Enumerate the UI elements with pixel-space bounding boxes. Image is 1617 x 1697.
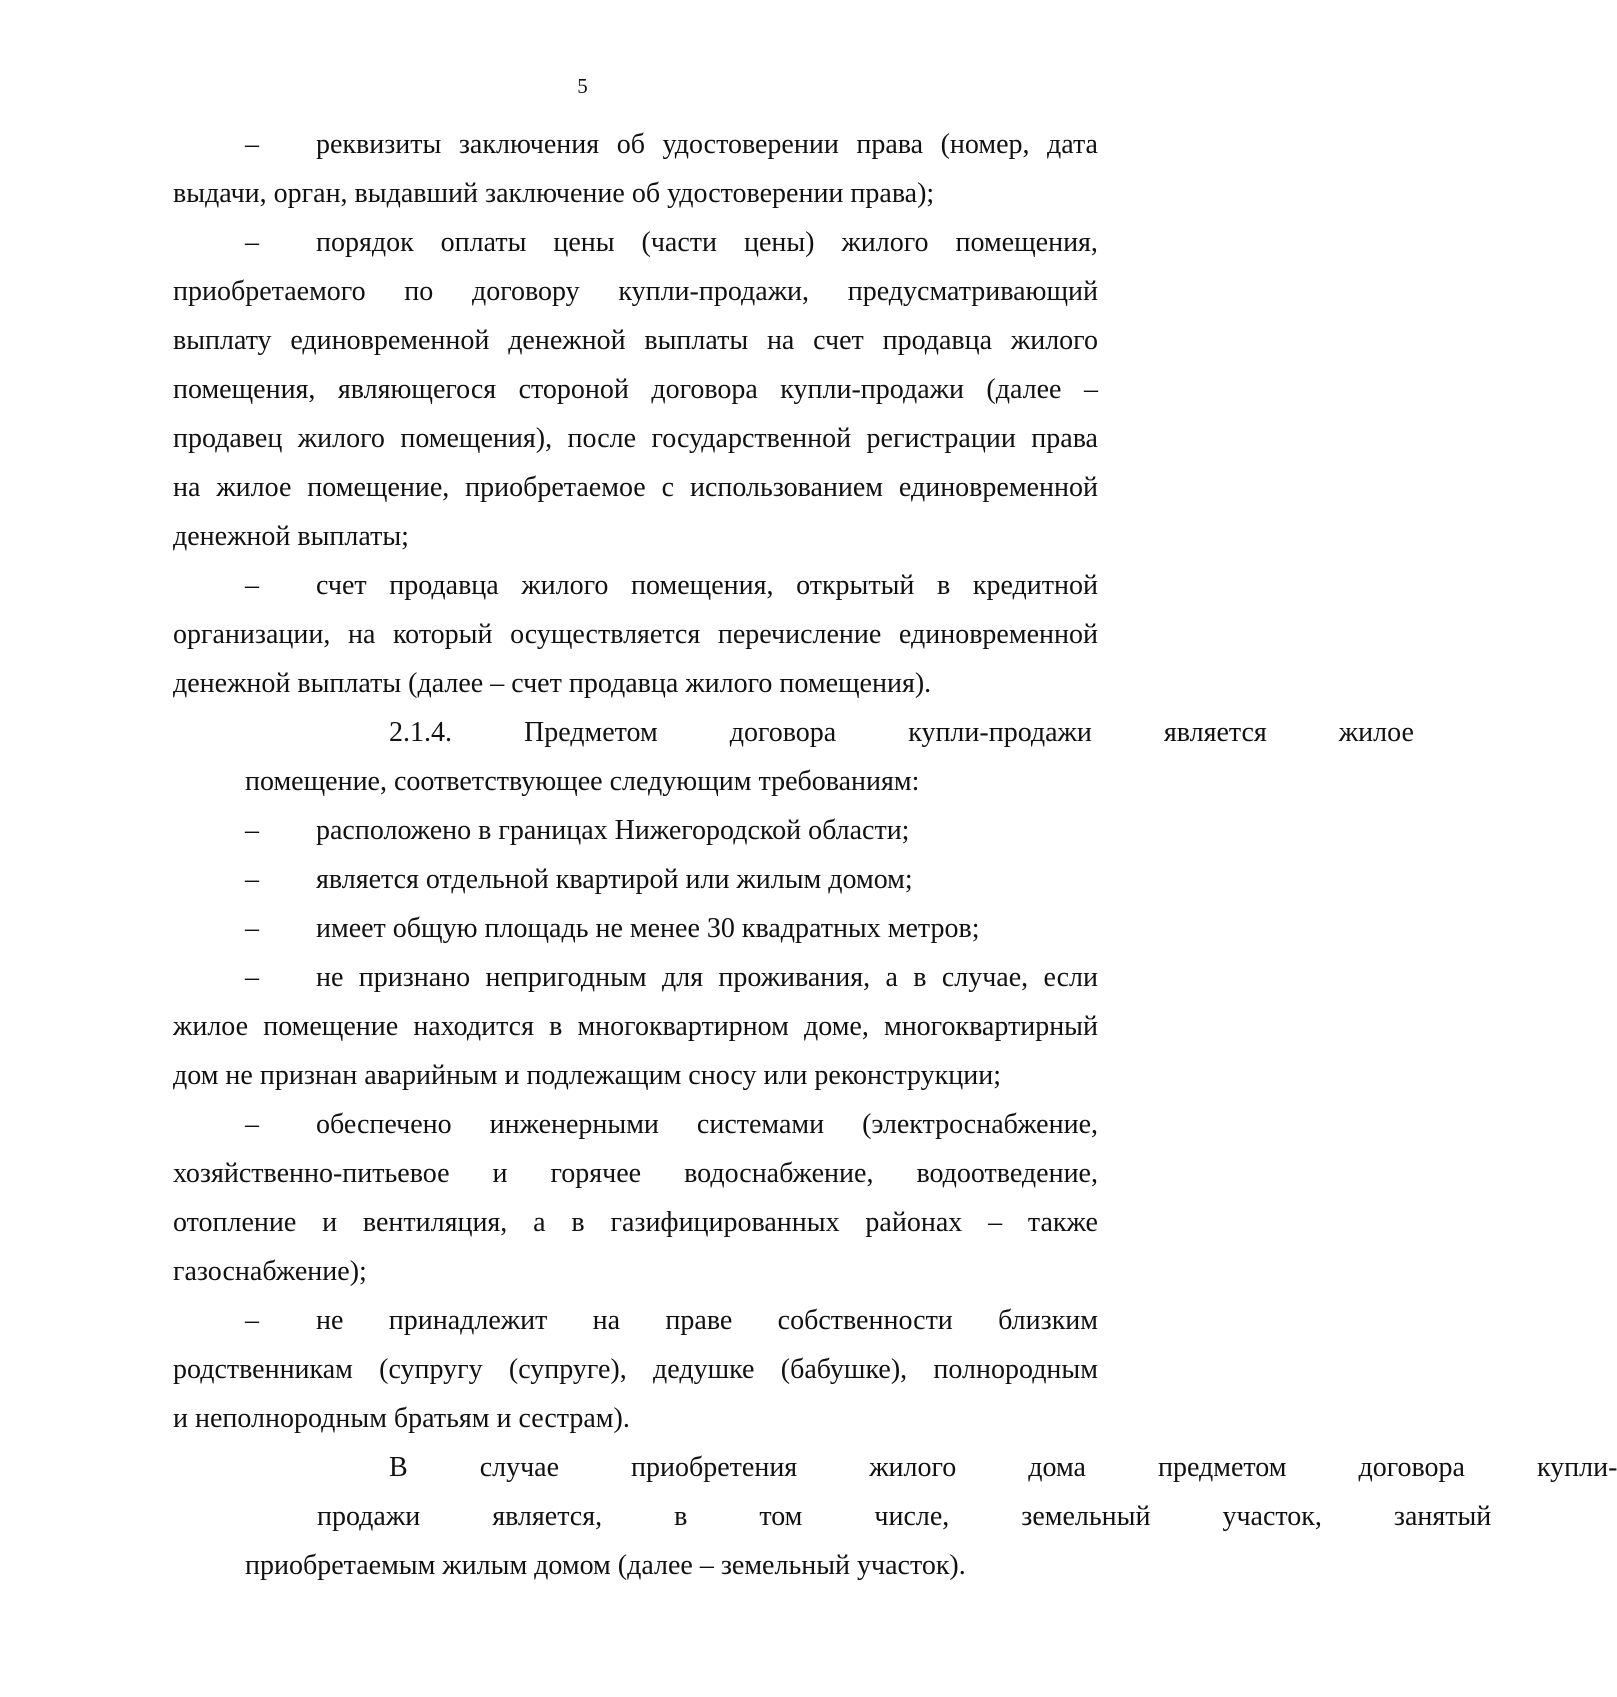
text-line xyxy=(173,1296,1098,1345)
line-text xyxy=(173,610,1098,659)
word: с xyxy=(661,472,675,503)
text-line xyxy=(173,1247,1098,1296)
word: (номер, xyxy=(940,129,1030,160)
word: и xyxy=(492,1158,508,1189)
text-line xyxy=(173,1051,1098,1100)
word: помещения, xyxy=(631,570,774,601)
text-line xyxy=(173,1002,1098,1051)
word: а xyxy=(885,962,898,993)
word: жилого xyxy=(521,570,609,601)
word: регистрации xyxy=(866,423,1016,454)
line-text xyxy=(173,1149,1098,1198)
word: договора xyxy=(1358,1452,1465,1483)
word: помещение, xyxy=(307,472,450,503)
line-text: имеет общую площадь не менее 30 квадратных метров; xyxy=(316,913,980,944)
line-text xyxy=(317,708,1414,757)
text-line xyxy=(173,806,1098,855)
page-number: 5 xyxy=(577,74,588,98)
word: числе, xyxy=(874,1501,950,1532)
word: удостоверении xyxy=(662,129,839,160)
word: счет xyxy=(813,325,864,356)
word: является, xyxy=(492,1501,603,1532)
text-line xyxy=(173,610,1098,659)
word: Предметом xyxy=(524,717,658,748)
word: в xyxy=(913,962,927,993)
text-line xyxy=(173,463,1098,512)
word: купли-продажи, xyxy=(618,276,810,307)
text-line xyxy=(173,757,1098,806)
list-item xyxy=(173,806,1098,855)
word: права xyxy=(856,129,924,160)
word: собственности xyxy=(777,1305,953,1336)
text-line xyxy=(173,904,1098,953)
list-dash: – xyxy=(245,1305,259,1336)
word: хозяйственно-питьевое xyxy=(173,1158,450,1189)
word: жилое xyxy=(216,472,292,503)
word: многоквартирный xyxy=(883,1011,1098,1042)
word: предусматривающий xyxy=(847,276,1098,307)
line-text: газоснабжение); xyxy=(173,1256,367,1287)
word: в xyxy=(549,1011,563,1042)
list-dash: – xyxy=(245,227,259,258)
word: и xyxy=(322,1207,338,1238)
word: единовременной xyxy=(290,325,490,356)
text-line xyxy=(173,512,1098,561)
word: праве xyxy=(665,1305,733,1336)
text-line xyxy=(173,708,1414,757)
paragraph xyxy=(173,1443,1617,1590)
word: договора xyxy=(651,374,758,405)
text-line xyxy=(173,414,1098,463)
word: принадлежит xyxy=(388,1305,548,1336)
word: помещения), xyxy=(400,423,553,454)
word: газифицированных xyxy=(610,1207,840,1238)
line-text: дом не признан аварийным и подлежащим сносу или реконструкции; xyxy=(173,1060,1001,1091)
list-dash: – xyxy=(245,913,259,944)
word: цены xyxy=(553,227,615,258)
word: участок, xyxy=(1222,1501,1322,1532)
line-text xyxy=(173,365,1098,414)
line-text xyxy=(173,463,1098,512)
line-text xyxy=(316,1296,1098,1345)
word: стороной xyxy=(518,374,629,405)
paragraph xyxy=(173,708,1414,806)
line-text: помещение, соответствующее следующим требованиям: xyxy=(245,766,920,797)
word: проживания, xyxy=(718,962,871,993)
word: на xyxy=(347,619,376,650)
word: реквизиты xyxy=(316,129,442,160)
word: договора xyxy=(729,717,837,748)
word: купли- xyxy=(1536,1452,1617,1483)
line-text xyxy=(316,953,1098,1002)
word: непригодным xyxy=(485,962,647,993)
word: (супруге), xyxy=(508,1354,627,1385)
word: отопление xyxy=(173,1207,297,1238)
word: горячее xyxy=(550,1158,642,1189)
line-text xyxy=(317,1443,1617,1492)
word: помещения, xyxy=(173,374,316,405)
word: полнородным xyxy=(933,1354,1098,1385)
line-text: денежной выплаты (далее – счет продавца жилого помещения). xyxy=(173,668,932,699)
list-dash: – xyxy=(245,815,259,846)
text-line xyxy=(173,953,1098,1002)
word: жилого xyxy=(869,1452,957,1483)
line-text xyxy=(173,1198,1098,1247)
text-line xyxy=(173,316,1098,365)
word: купли-продажи xyxy=(780,374,964,405)
word: водоотведение, xyxy=(916,1158,1098,1189)
list-dash: – xyxy=(245,129,259,160)
word: приобретаемое xyxy=(465,472,646,503)
word: приобретения xyxy=(631,1452,798,1483)
line-text xyxy=(316,561,1098,610)
word: (электроснабжение, xyxy=(862,1109,1098,1140)
word: в xyxy=(571,1207,585,1238)
line-text: расположено в границах Нижегородской области; xyxy=(316,815,910,846)
word: инженерными xyxy=(489,1109,659,1140)
word: признано xyxy=(358,962,471,993)
word: (супругу xyxy=(379,1354,483,1385)
line-text xyxy=(316,218,1098,267)
word: использованием xyxy=(689,472,884,503)
list-item xyxy=(173,855,1098,904)
line-text xyxy=(173,414,1098,463)
word: том xyxy=(759,1501,803,1532)
word: родственникам xyxy=(173,1354,353,1385)
word: купли-продажи xyxy=(908,717,1092,748)
list-dash: – xyxy=(245,864,259,895)
word: после xyxy=(567,423,637,454)
line-text xyxy=(173,1345,1098,1394)
word: является xyxy=(1163,717,1267,748)
word: договору xyxy=(471,276,580,307)
word: обеспечено xyxy=(316,1109,452,1140)
word: цены) xyxy=(743,227,815,258)
line-text: приобретаемым жилым домом (далее – земельный участок). xyxy=(245,1550,966,1581)
word: по xyxy=(404,276,434,307)
text-line xyxy=(173,1100,1098,1149)
word: жилое xyxy=(173,1011,249,1042)
word: (далее xyxy=(986,374,1062,405)
line-text xyxy=(245,1492,1492,1541)
word: приобретаемого xyxy=(173,276,366,307)
word: жилого xyxy=(297,423,385,454)
word: открытый xyxy=(796,570,915,601)
word: помещения, xyxy=(955,227,1098,258)
word: продажи xyxy=(317,1501,421,1532)
word: счет xyxy=(316,570,367,601)
word: занятый xyxy=(1393,1501,1492,1532)
document-body xyxy=(173,120,1617,1590)
list-dash: – xyxy=(245,962,259,993)
list-item xyxy=(173,218,1098,561)
word: (части xyxy=(641,227,717,258)
list-item xyxy=(173,904,1098,953)
text-line xyxy=(173,1149,1098,1198)
word: об xyxy=(616,129,645,160)
word: для xyxy=(661,962,704,993)
word: на xyxy=(173,472,201,503)
word: случае, xyxy=(941,962,1029,993)
word: в xyxy=(937,570,951,601)
word: продавец xyxy=(173,423,283,454)
word: вентиляция, xyxy=(362,1207,508,1238)
text-line xyxy=(173,267,1098,316)
word: жилого xyxy=(841,227,929,258)
text-line xyxy=(173,855,1098,904)
word: государственной xyxy=(651,423,852,454)
word: жилого xyxy=(1010,325,1098,356)
text-line xyxy=(173,1345,1098,1394)
word: земельный xyxy=(1021,1501,1151,1532)
word: продавца xyxy=(882,325,993,356)
word: районах xyxy=(865,1207,963,1238)
text-line xyxy=(173,1394,1098,1443)
word: организации, xyxy=(173,619,331,650)
text-line xyxy=(173,169,1098,218)
word: продавца xyxy=(389,570,499,601)
text-line xyxy=(173,218,1098,267)
word: водоснабжение, xyxy=(684,1158,874,1189)
word: а xyxy=(533,1207,546,1238)
line-text: выдачи, орган, выдавший заключение об удостоверении права); xyxy=(173,178,935,209)
list-item xyxy=(173,953,1098,1100)
word: (бабушке), xyxy=(780,1354,908,1385)
line-text xyxy=(173,1002,1098,1051)
word: порядок xyxy=(316,227,414,258)
word: – xyxy=(1083,374,1098,405)
word: который xyxy=(393,619,493,650)
word: системами xyxy=(696,1109,825,1140)
word: если xyxy=(1043,962,1098,993)
word: денежной xyxy=(508,325,626,356)
word: дедушке xyxy=(653,1354,755,1385)
list-item xyxy=(173,120,1098,218)
word: также xyxy=(1027,1207,1098,1238)
word: находится xyxy=(413,1011,534,1042)
line-text: денежной выплаты; xyxy=(173,521,409,552)
list-item xyxy=(173,1296,1098,1443)
text-line xyxy=(173,1492,1492,1541)
word: – xyxy=(988,1207,1003,1238)
word: случае xyxy=(479,1452,560,1483)
word: В xyxy=(389,1452,408,1483)
word: не xyxy=(316,962,344,993)
text-line xyxy=(173,1541,1098,1590)
word: доме, xyxy=(803,1011,869,1042)
line-text xyxy=(316,120,1098,169)
text-line xyxy=(173,120,1098,169)
text-line xyxy=(173,365,1098,414)
word: единовременной xyxy=(898,619,1098,650)
word: дата xyxy=(1047,129,1098,160)
word: выплату xyxy=(173,325,272,356)
text-line xyxy=(173,659,1098,708)
word: заключения xyxy=(458,129,600,160)
list-dash: – xyxy=(245,1109,259,1140)
word: оплаты xyxy=(440,227,527,258)
word: жилое xyxy=(1338,717,1414,748)
word: не xyxy=(316,1305,344,1336)
list-dash: – xyxy=(245,570,259,601)
list-item xyxy=(173,561,1098,708)
word: единовременной xyxy=(898,472,1098,503)
text-line xyxy=(173,561,1098,610)
word: дома xyxy=(1028,1452,1086,1483)
line-text: является отдельной квартирой или жилым домом; xyxy=(316,864,913,895)
word: выплаты xyxy=(644,325,749,356)
text-line xyxy=(173,1443,1617,1492)
word: на xyxy=(592,1305,621,1336)
word: близким xyxy=(998,1305,1098,1336)
line-text xyxy=(316,1100,1098,1149)
line-text xyxy=(173,316,1098,365)
word: кредитной xyxy=(972,570,1098,601)
text-line xyxy=(173,1198,1098,1247)
list-item xyxy=(173,1100,1098,1296)
word: на xyxy=(766,325,795,356)
word: перечисление xyxy=(717,619,882,650)
word: 2.1.4. xyxy=(389,717,452,748)
line-text: и неполнородным братьям и сестрам). xyxy=(173,1403,630,1434)
word: являющегося xyxy=(337,374,497,405)
word: осуществляется xyxy=(510,619,701,650)
word: предметом xyxy=(1157,1452,1287,1483)
word: помещение xyxy=(263,1011,399,1042)
line-text xyxy=(173,267,1098,316)
word: в xyxy=(674,1501,688,1532)
word: права xyxy=(1031,423,1098,454)
word: многоквартирном xyxy=(577,1011,789,1042)
